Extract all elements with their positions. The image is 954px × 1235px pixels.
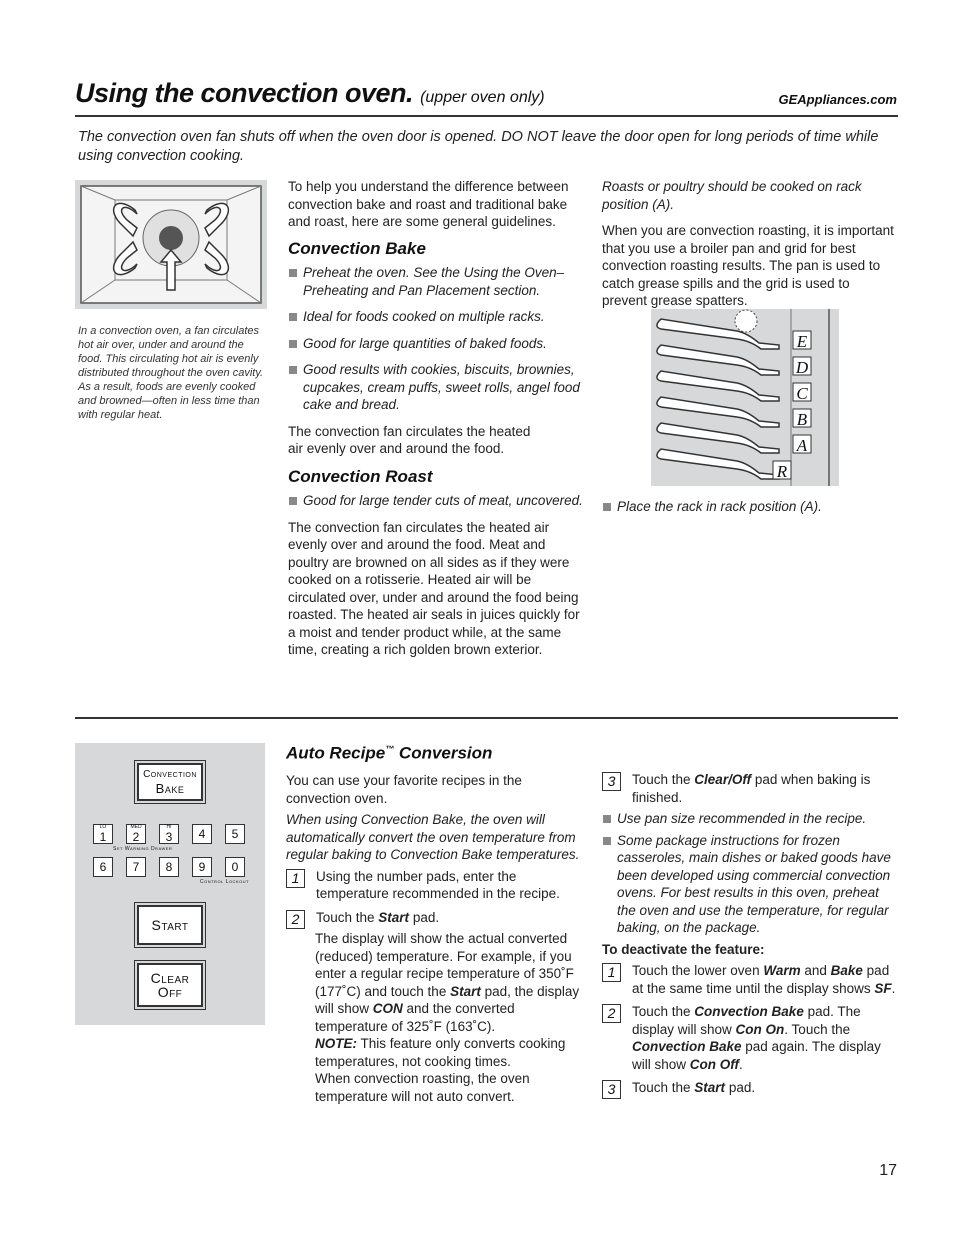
set-warming-drawer-label: Set Warming Drawer bbox=[113, 846, 173, 852]
auto-recipe-note: When using Convection Bake, the oven will automatically convert the oven temperature from regular baking to Convection Bake temperatures. bbox=[286, 812, 580, 863]
list-item: Use pan size recommended in the recipe. bbox=[602, 810, 898, 828]
number-pad-0: 0 bbox=[225, 857, 245, 877]
number-pad-8: 8 bbox=[159, 857, 179, 877]
number-pad-2: MED 2 bbox=[126, 824, 146, 844]
control-panel-illustration bbox=[75, 743, 265, 1025]
list-item: Good for large tender cuts of meat, uncovered. bbox=[288, 492, 586, 510]
number-pad-4: 4 bbox=[192, 824, 212, 844]
convection-bake-heading: Convection Bake bbox=[288, 238, 426, 258]
rack-label-r: R bbox=[776, 462, 788, 481]
rack-positions-illustration bbox=[651, 309, 839, 486]
step-number: 1 bbox=[602, 963, 621, 982]
page-number: 17 bbox=[879, 1162, 897, 1179]
clear-off-pad: Clear Off bbox=[137, 963, 203, 1007]
rack-bullet-wrap bbox=[602, 498, 898, 525]
auto-recipe-column bbox=[286, 741, 586, 1105]
auto-recipe-intro: You can use your favorite recipes in the convection oven. bbox=[286, 773, 522, 806]
convection-bake-pad: Convection Bake bbox=[137, 763, 203, 801]
rack-position-note: Roasts or poultry should be cooked on rack position (A). bbox=[602, 179, 862, 212]
step-2: 2 Touch the Start pad. bbox=[286, 909, 586, 927]
number-pad-9: 9 bbox=[192, 857, 212, 877]
list-item: Ideal for foods cooked on multiple racks. bbox=[288, 308, 586, 326]
rack-label-c: C bbox=[796, 384, 808, 403]
guidelines-lead: To help you understand the difference between convection bake and roast and traditional bake and roast, here are some general guidelines. bbox=[288, 179, 569, 229]
oven-caption: In a convection oven, a fan circulates hot air over, under and around the food. This circulating hot air is evenly distributed throughout the oven cavity. As a result, foods are evenly cooked and browned—often in less time than with regular heat. bbox=[78, 325, 264, 421]
title-main: Using the convection oven. bbox=[75, 78, 414, 108]
bake-description: The convection fan circulates the heated air evenly over and around the food. bbox=[288, 423, 531, 456]
deactivate-heading: To deactivate the feature: bbox=[602, 941, 765, 957]
step-number: 1 bbox=[286, 869, 305, 888]
rack-label-a: A bbox=[796, 436, 808, 455]
roasting-description: When you are convection roasting, it is important that you use a broiler pan and grid for best convection roasting results. The pan is used to catch grease spills and the grid is used to prevent grease spatters. bbox=[602, 223, 894, 308]
list-item: Good for large quantities of baked foods. bbox=[288, 335, 586, 353]
right-column bbox=[602, 178, 898, 319]
number-pad-5: 5 bbox=[225, 824, 245, 844]
list-item: Preheat the oven. See the Using the Oven– Preheating and Pan Placement section. bbox=[288, 264, 586, 299]
step-number: 3 bbox=[602, 772, 621, 791]
section-rule bbox=[75, 717, 898, 719]
page-title bbox=[75, 78, 545, 109]
site-name: GEAppliances.com bbox=[778, 92, 897, 107]
top-rule bbox=[75, 115, 898, 117]
middle-column bbox=[288, 178, 586, 668]
step-1: 1 Using the number pads, enter the temperature recommended in the recipe. bbox=[286, 868, 586, 903]
intro-text: The convection oven fan shuts off when the oven door is opened. DO NOT leave the door open for long periods of time while using convection cooking. bbox=[78, 129, 879, 164]
number-pad-6: 6 bbox=[93, 857, 113, 877]
step-3: 3 Touch the Clear/Off pad when baking is finished. bbox=[602, 771, 898, 806]
list-item: Good results with cookies, biscuits, brownies, cupcakes, cream puffs, sweet rolls, angel food cake and bread. bbox=[288, 361, 586, 414]
roast-description: The convection fan circulates the heated air evenly over and around the food. Meat and poultry are browned on all sides as if they were cooked on a rotisserie. Heated air will be circulated over, under and around the food being roasted. The heated air seals in juices quickly for a moist and tender product while, at the same time, creating a rich golden brown exterior. bbox=[288, 519, 580, 657]
step-number: 2 bbox=[602, 1004, 621, 1023]
deactivate-step-2: 2 Touch the Convection Bake pad. The display will show Con On. Touch the Convection Bake pad again. The display will show Con Off. bbox=[602, 1003, 898, 1073]
rack-label-d: D bbox=[795, 358, 809, 377]
control-lockout-label: Control Lockout bbox=[200, 879, 250, 885]
list-item: Place the rack in rack position (A). bbox=[602, 498, 898, 516]
list-item: Some package instructions for frozen casseroles, main dishes or baked goods have been developed using commercial convection ovens. For best results in this oven, preheat the oven and use the temperature, for regular baking, on the package. bbox=[602, 832, 898, 937]
step-2-detail: The display will show the actual converted (reduced) temperature. For example, if you enter a regular recipe temperature of 350˚F (177˚C) and touch the Start pad, the display will show CON and the converted temperature of 325˚F (163˚C). NOTE: This feature only converts cooking temperatures, not cooking times. When convection roasting, the oven temperature will not auto convert. bbox=[315, 931, 580, 1104]
deactivate-step-1: 1 Touch the lower oven Warm and Bake pad at the same time until the display shows SF. bbox=[602, 962, 898, 997]
start-pad: Start bbox=[137, 905, 203, 945]
rack-label-b: B bbox=[796, 410, 808, 429]
title-subtitle: (upper oven only) bbox=[420, 89, 545, 106]
convection-oven-illustration bbox=[75, 180, 267, 309]
auto-recipe-column-2 bbox=[602, 771, 898, 1103]
convection-roast-heading: Convection Roast bbox=[288, 466, 433, 486]
rack-label-e: E bbox=[796, 332, 808, 351]
number-pad-1: LO 1 bbox=[93, 824, 113, 844]
step-number: 3 bbox=[602, 1080, 621, 1099]
auto-recipe-heading: Auto Recipe™ Conversion bbox=[286, 743, 493, 763]
deactivate-step-3: 3 Touch the Start pad. bbox=[602, 1079, 898, 1097]
step-number: 2 bbox=[286, 910, 305, 929]
number-pad-3: HI 3 bbox=[159, 824, 179, 844]
number-pad-7: 7 bbox=[126, 857, 146, 877]
